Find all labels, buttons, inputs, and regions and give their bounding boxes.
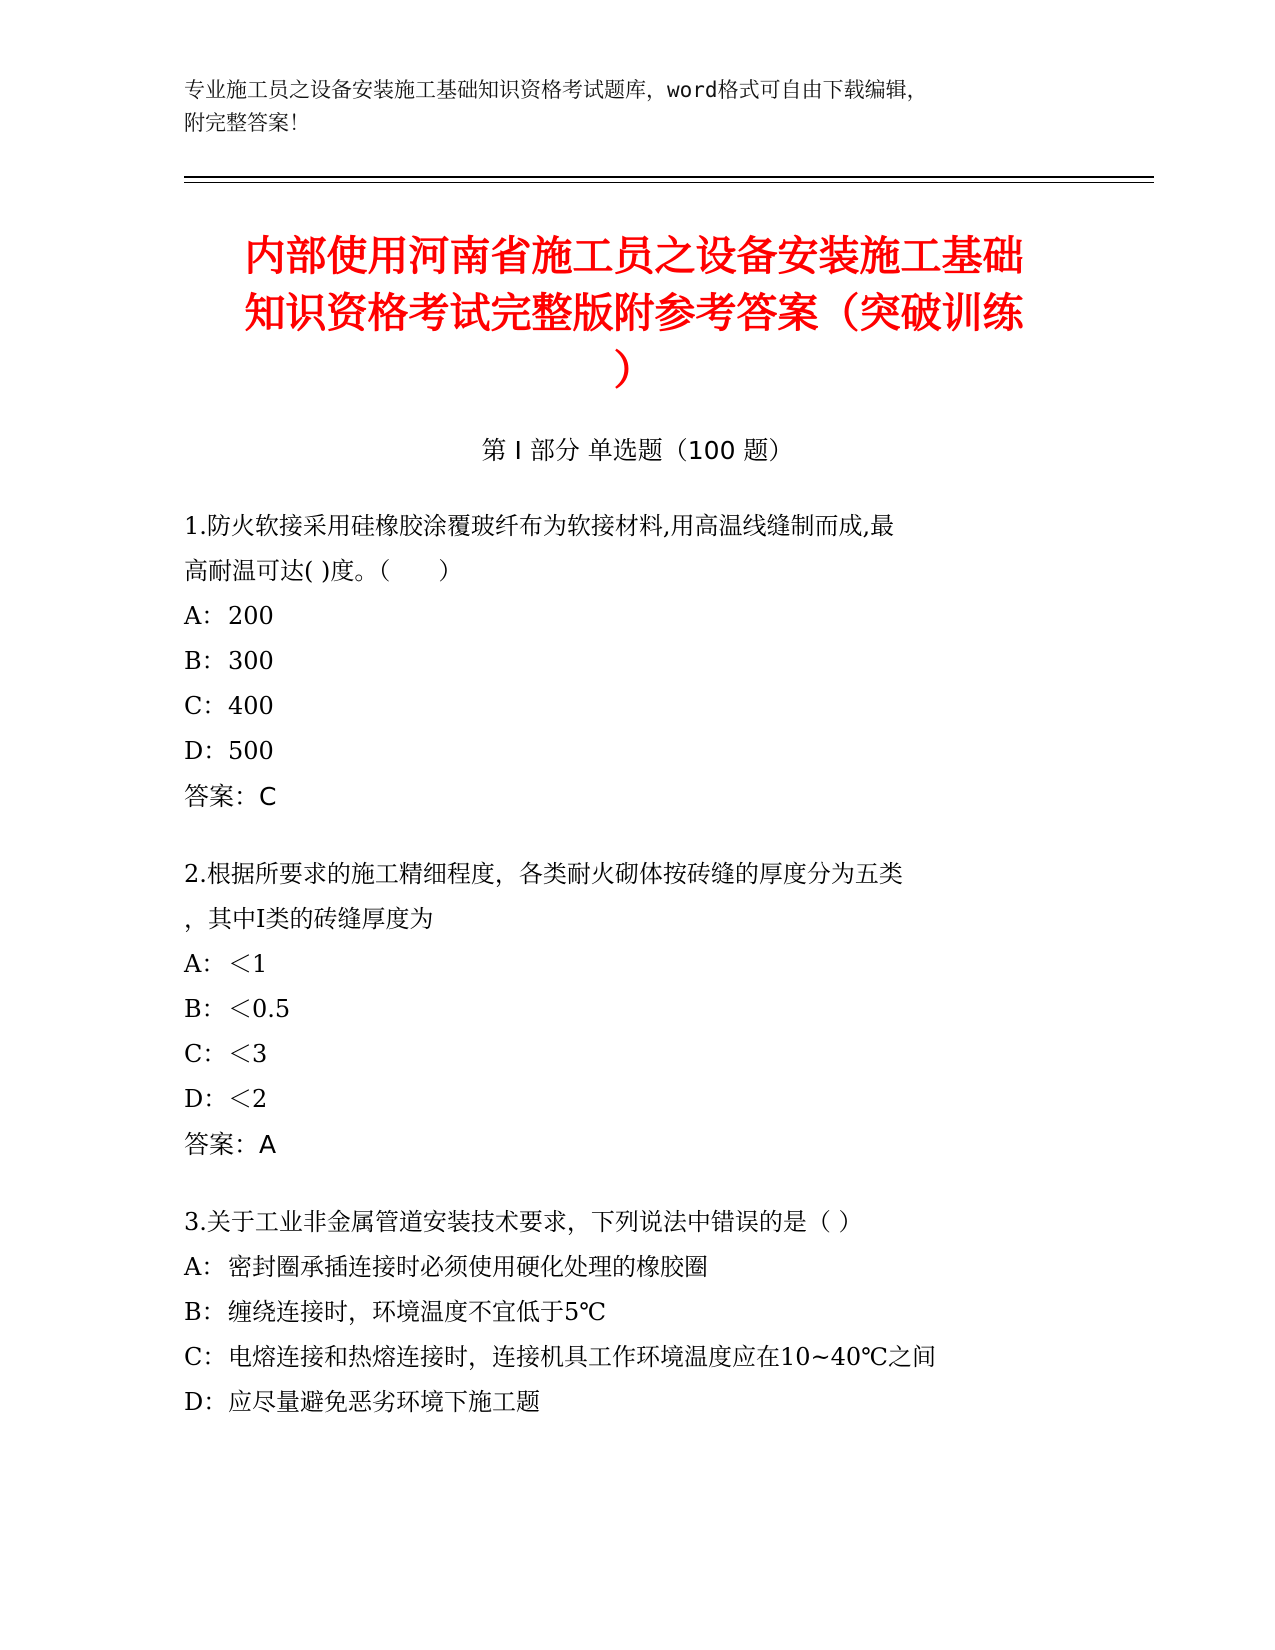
option-c — [184, 684, 1084, 729]
option-letter: D： — [184, 737, 228, 765]
answer-line: 答案：A — [184, 1130, 277, 1159]
option-text: 电熔连接和热熔连接时，连接机具工作环境温度应在10~40℃之间 — [228, 1343, 937, 1371]
option-letter: B： — [184, 1298, 226, 1326]
option-text: 200 — [228, 602, 274, 630]
title-line-2: 知识资格考试完整版附参考答案（突破训练 — [244, 289, 1024, 337]
question-3 — [184, 1200, 1084, 1425]
option-a — [184, 1245, 1084, 1290]
option-letter: A： — [184, 602, 226, 630]
header-note-line-2: 附完整答案！ — [184, 111, 310, 135]
option-b — [184, 987, 1084, 1032]
option-text: 500 — [228, 737, 274, 765]
answer-line: 答案：C — [184, 782, 277, 811]
option-text: 应尽量避免恶劣环境下施工题 — [228, 1388, 540, 1416]
option-c — [184, 1032, 1084, 1077]
question-stem-line: 3.关于工业非金属管道安装技术要求，下列说法中错误的是（ ） — [184, 1208, 863, 1236]
option-text: ＜3 — [228, 1040, 268, 1068]
section-heading: 第 I 部分 单选题（100 题） — [481, 436, 794, 465]
option-text: 密封圈承插连接时必须使用硬化处理的橡胶圈 — [228, 1253, 708, 1281]
option-b — [184, 1290, 1084, 1335]
header-note — [184, 74, 1064, 140]
header-divider-thick — [184, 176, 1154, 178]
question-stem — [184, 1200, 1084, 1245]
option-letter: B： — [184, 647, 226, 675]
option-text: 400 — [228, 692, 274, 720]
option-a — [184, 942, 1084, 987]
option-d — [184, 1077, 1084, 1122]
option-text: ＜2 — [228, 1085, 268, 1113]
option-c — [184, 1335, 1084, 1380]
question-stem-line: 1.防火软接采用硅橡胶涂覆玻纤布为软接材料,用高温线缝制而成,最 — [184, 512, 895, 540]
question-stem-line: ，其中Ⅰ类的砖缝厚度为 — [184, 905, 434, 933]
option-letter: D： — [184, 1085, 228, 1113]
option-text: ＜1 — [228, 950, 268, 978]
option-letter: B： — [184, 995, 226, 1023]
option-letter: D： — [184, 1388, 228, 1416]
question-2 — [184, 852, 1084, 1167]
document-title — [184, 228, 1084, 399]
option-letter: A： — [184, 1253, 226, 1281]
question-1 — [184, 504, 1084, 819]
option-b — [184, 639, 1084, 684]
option-d — [184, 1380, 1084, 1425]
option-a — [184, 594, 1084, 639]
question-stem-line: 2.根据所要求的施工精细程度，各类耐火砌体按砖缝的厚度分为五类 — [184, 860, 903, 888]
option-text: ＜0.5 — [228, 995, 291, 1023]
option-letter: C： — [184, 692, 227, 720]
header-divider-thin — [184, 182, 1154, 183]
title-line-3: ） — [613, 346, 655, 394]
option-d — [184, 729, 1084, 774]
option-text: 300 — [228, 647, 274, 675]
question-stem — [184, 504, 1084, 594]
title-line-1: 内部使用河南省施工员之设备安装施工基础 — [244, 232, 1024, 280]
option-letter: A： — [184, 950, 226, 978]
option-text: 缠绕连接时，环境温度不宜低于5℃ — [228, 1298, 607, 1326]
question-stem-line: 高耐温可达( )度。（ ） — [184, 557, 463, 585]
option-letter: C： — [184, 1343, 227, 1371]
option-letter: C： — [184, 1040, 227, 1068]
header-note-line-1: 专业施工员之设备安装施工基础知识资格考试题库，word格式可自由下载编辑， — [184, 78, 928, 102]
question-stem — [184, 852, 1084, 942]
